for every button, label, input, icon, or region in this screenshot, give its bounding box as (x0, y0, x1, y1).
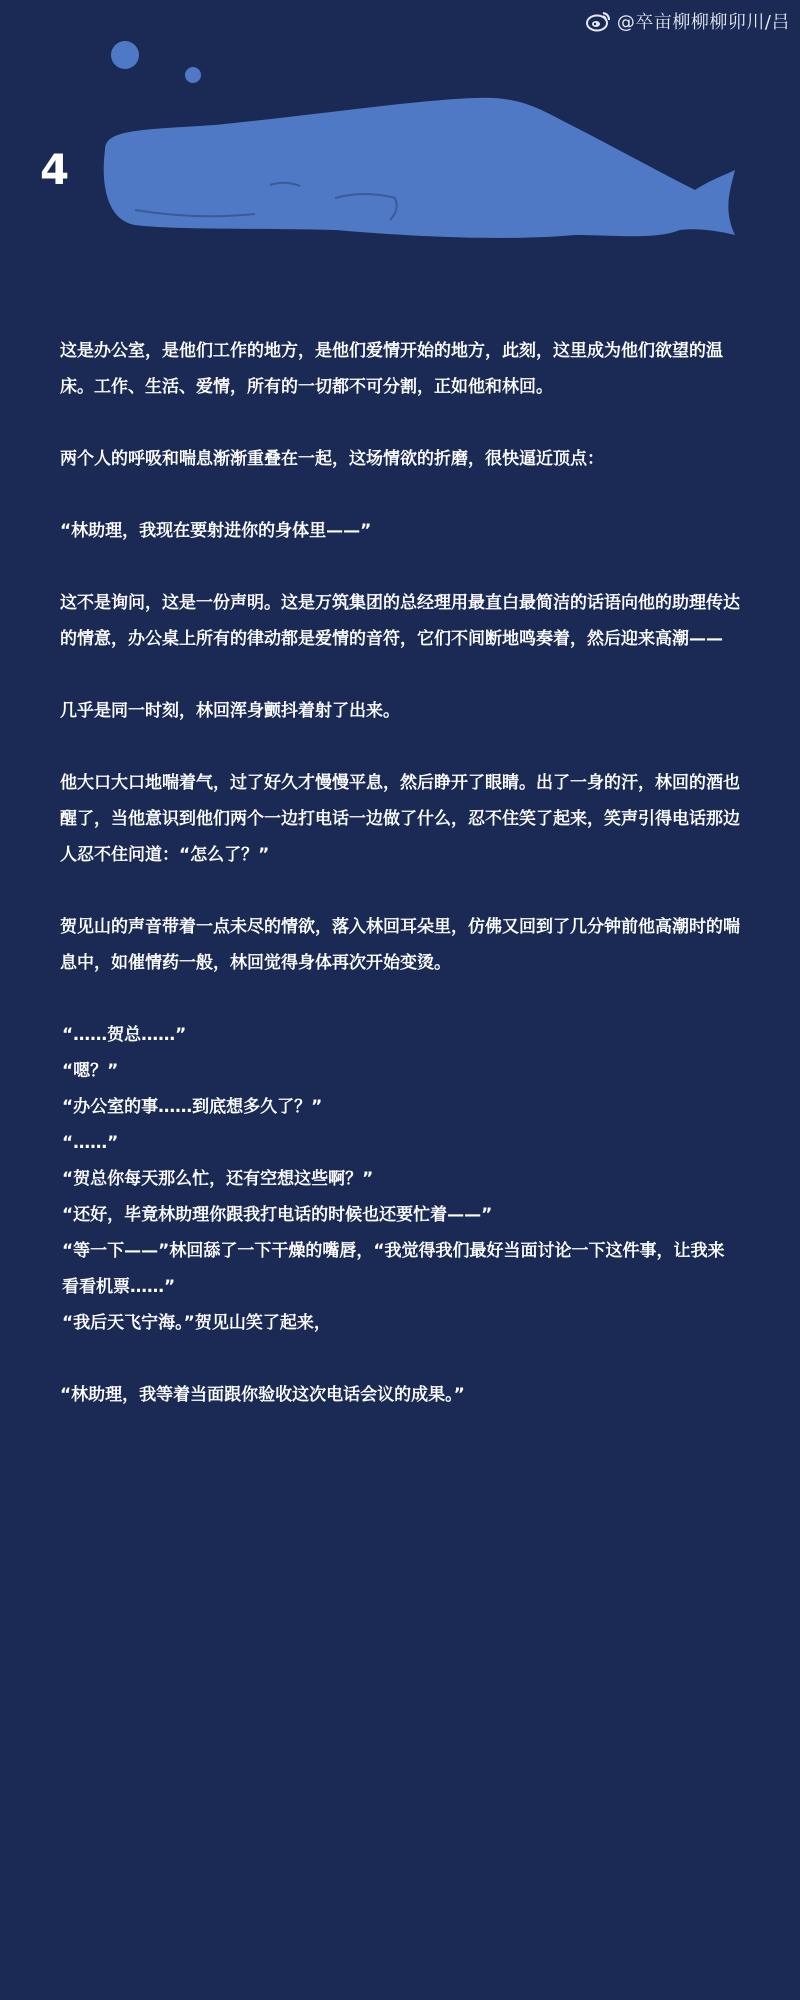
paragraph: “林助理，我现在要射进你的身体里——” (60, 521, 372, 541)
paragraph: 这不是询问，这是一份声明。这是万筑集团的总经理用最直白最简洁的话语向他的助理传达的情意，办公桌上所有的律动都是爱情的音符，它们不间断地鸣奏着，然后迎来高潮—— (60, 593, 740, 649)
dialog-line: “……贺总……” (62, 1025, 187, 1045)
article-body (60, 333, 740, 1413)
chapter-header (0, 0, 800, 260)
dialog-line: “还好，毕竟林助理你跟我打电话的时候也还要忙着——” (62, 1205, 493, 1225)
dialog-line: “……” (62, 1133, 119, 1153)
whale-illustration (95, 30, 745, 245)
dialog-line: “贺总你每天那么忙，还有空想这些啊？” (62, 1169, 374, 1189)
paragraph: 贺见山的声音带着一点未尽的情欲，落入林回耳朵里，仿佛又回到了几分钟前他高潮时的喘息中，如催情药一般，林回觉得身体再次开始变烫。 (60, 917, 740, 973)
paragraph: 这是办公室，是他们工作的地方，是他们爱情开始的地方，此刻，这里成为他们欲望的温床。工作、生活、爱情，所有的一切都不可分割，正如他和林回。 (60, 341, 723, 397)
paragraph: 两个人的呼吸和喘息渐渐重叠在一起，这场情欲的折磨，很快逼近顶点： (60, 449, 604, 469)
dialog-line: “嗯？” (62, 1061, 119, 1081)
watermark-text: @卒亩柳柳柳卯川/吕 (616, 12, 790, 33)
paragraph: 他大口大口地喘着气，过了好久才慢慢平息，然后睁开了眼睛。出了一身的汗，林回的酒也醒了，当他意识到他们两个一边打电话一边做了什么，忍不住笑了起来，笑声引得电话那边人忍不住问道：“怎么了？” (60, 773, 740, 865)
dialog-line: “等一下——”林回舔了一下干燥的嘴唇，“我觉得我们最好当面讨论一下这件事，让我来看看机票……” (62, 1241, 725, 1297)
dialog-block (60, 1017, 740, 1341)
closing-line: “林助理，我等着当面跟你验收这次电话会议的成果。” (60, 1385, 465, 1405)
dialog-line: “我后天飞宁海。”贺见山笑了起来， (62, 1313, 331, 1333)
chapter-number: 4 (40, 145, 70, 194)
paragraph: 几乎是同一时刻，林回浑身颤抖着射了出来。 (60, 701, 400, 721)
dialog-line: “办公室的事……到底想多久了？” (62, 1097, 323, 1117)
